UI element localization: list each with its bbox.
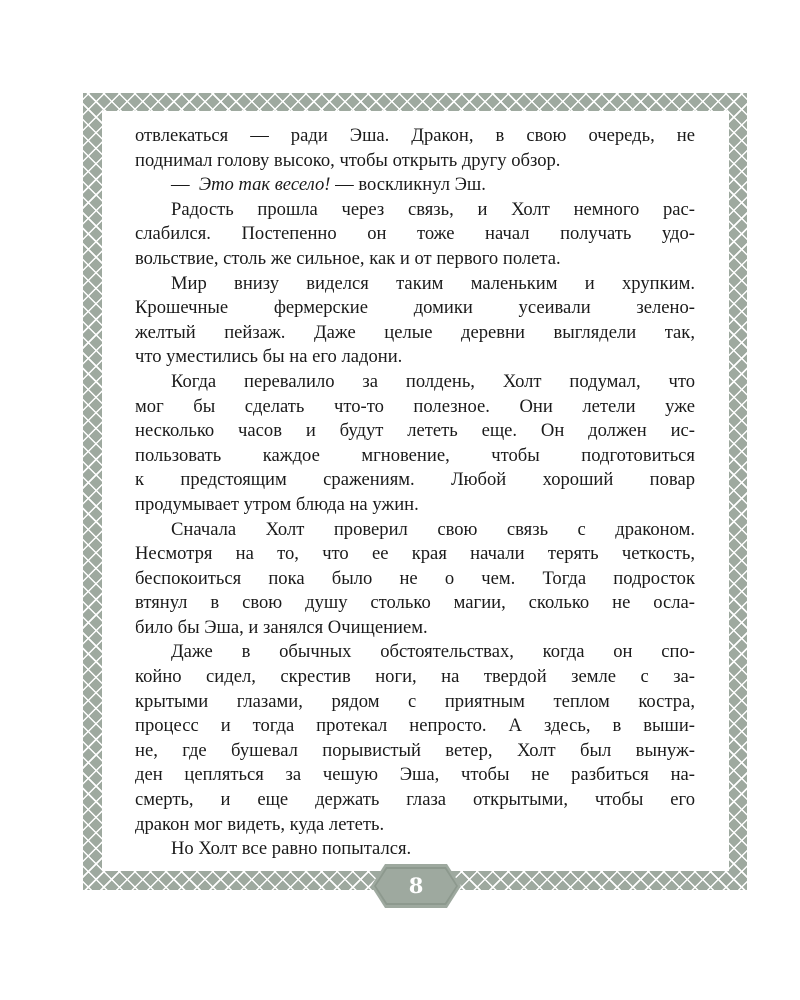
text-line: Радость прошла через связь, и Холт немного рас- xyxy=(171,198,695,220)
text-line: Несмотря на то, что ее края начали терять четкость, xyxy=(135,543,695,565)
dialogue-tag: — воскликнул Эш. xyxy=(330,174,486,196)
text-line: не, где бушевал порывистый ветер, Холт был вынуж- xyxy=(135,739,695,761)
text-line: Даже в обычных обстоятельствах, когда он спо- xyxy=(171,641,695,663)
text-line: несколько часов и будут лететь еще. Он должен ис- xyxy=(135,420,695,442)
text-line xyxy=(135,173,695,198)
text-line: дракон мог видеть, куда лететь. xyxy=(135,813,385,835)
text-line: желтый пейзаж. Даже целые деревни выглядели так, xyxy=(135,321,695,343)
text-line: ден цепляться за чешую Эша, чтобы не разбиться на- xyxy=(135,764,695,786)
page-number: 8 xyxy=(408,873,424,898)
text-line: пользовать каждое мгновение, чтобы подготовиться xyxy=(135,444,695,466)
text-line: к предстоящим сражениям. Любой хороший повар xyxy=(135,469,695,491)
text-line: смерть, и еще держать глаза открытыми, чтобы его xyxy=(135,789,695,811)
text-line: отвлекаться — ради Эша. Дракон, в свою очередь, не xyxy=(135,125,695,146)
page-number-badge xyxy=(371,864,461,908)
text-line: процесс и тогда протекал непросто. А здесь, в выши- xyxy=(135,715,695,737)
text-line: втянул в свою душу столько магии, сколько не осла- xyxy=(135,592,695,614)
text-line: беспокоиться пока было не о чем. Тогда подросток xyxy=(135,567,695,589)
text-line: Мир внизу виделся таким маленьким и хрупким. xyxy=(171,272,695,294)
dialogue-italic: Это так весело! xyxy=(198,174,331,196)
text-line: слабился. Постепенно он тоже начал получать удо- xyxy=(135,223,695,245)
text-line: мог бы сделать что-то полезное. Они летели уже xyxy=(135,395,695,417)
text-line: Крошечные фермерские домики усеивали зелено- xyxy=(135,297,695,319)
text-line: что уместились бы на его ладони. xyxy=(135,346,403,368)
text-line: вольствие, столь же сильное, как и от первого полета. xyxy=(135,247,561,269)
text-line: койно сидел, скрестив ноги, на твердой земле с за- xyxy=(135,666,695,688)
text-line: Но Холт все равно попытался. xyxy=(171,838,412,860)
text-line: продумывает утром блюда на ужин. xyxy=(135,493,419,515)
dialogue-dash: — xyxy=(171,174,190,196)
text-line: поднимал голову высоко, чтобы открыть другу обзор. xyxy=(135,149,561,171)
text-line: било бы Эша, и занялся Очищением. xyxy=(135,616,428,638)
text-line: крытыми глазами, рядом с приятным теплом костра, xyxy=(135,690,695,712)
text-line: Когда перевалило за полдень, Холт подумал, что xyxy=(171,370,695,392)
text-line: Сначала Холт проверил свою связь с драконом. xyxy=(171,518,695,540)
body-text xyxy=(135,124,695,862)
